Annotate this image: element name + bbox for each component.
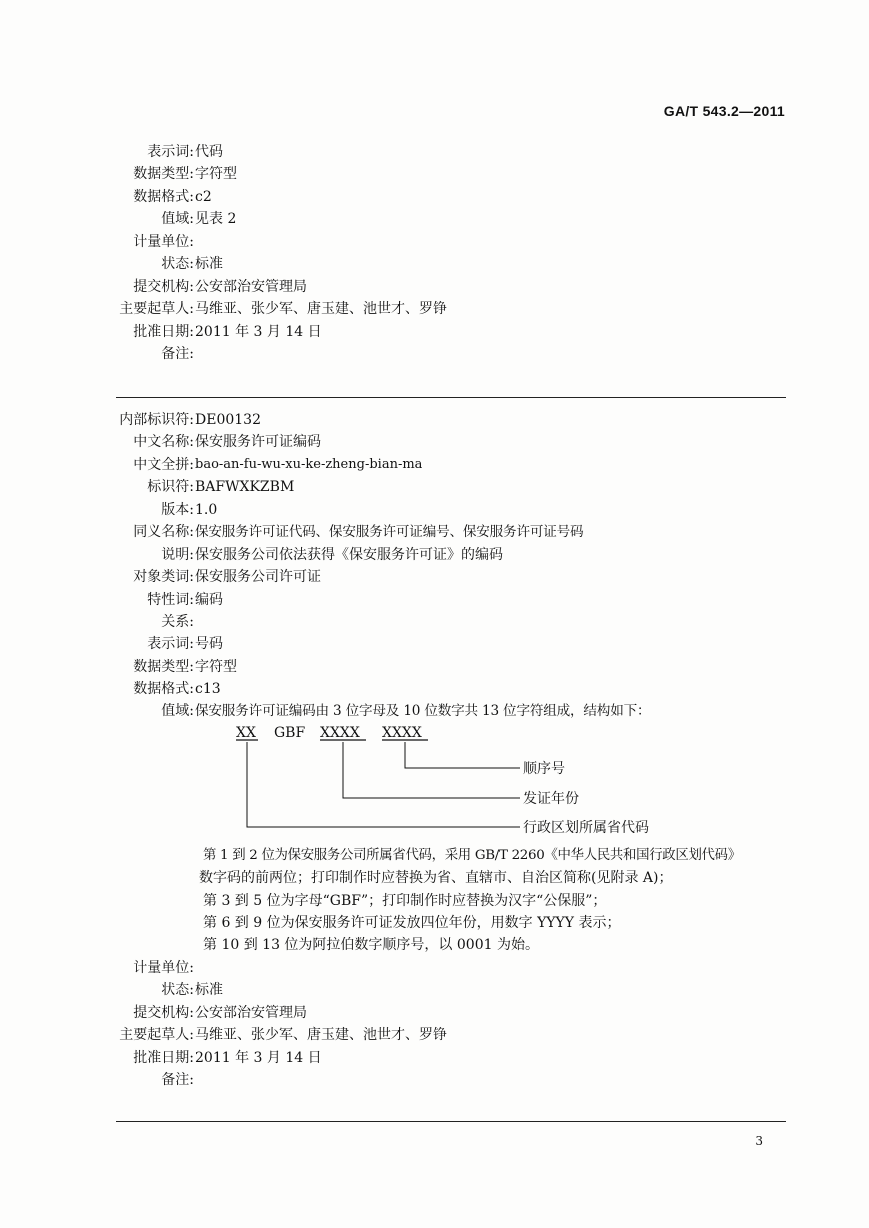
page-number: 3 (755, 1134, 763, 1148)
field-value: 公安部治安管理局 (195, 1005, 307, 1021)
field-label: 提交机构: (133, 279, 194, 295)
field-label: 状态: (161, 256, 194, 272)
field-value: 保安服务许可证编码由 3 位字母及 10 位数字共 13 位字符组成，结构如下： (195, 703, 651, 719)
field-label: 值域: (161, 703, 194, 719)
field-label: 关系: (161, 614, 194, 630)
field-label: 计量单位: (133, 960, 194, 976)
structure-note: 第 10 到 13 位为阿拉伯数字顺序号，以 0001 为始。 (203, 937, 539, 953)
field-value: c13 (195, 681, 221, 697)
field-label: 说明: (161, 547, 194, 563)
segment-year: XXXX (320, 725, 360, 741)
label-sequence: 顺序号 (523, 761, 565, 777)
field-value: 马维亚、张少军、唐玉建、池世才、罗铮 (195, 301, 447, 317)
field-label: 主要起草人: (119, 301, 194, 317)
field-label: 中文名称: (133, 434, 194, 450)
section-divider (116, 397, 786, 398)
field-value: 编码 (195, 592, 223, 608)
structure-note: 第 6 到 9 位为保安服务许可证发放四位年份，用数字 YYYY 表示； (203, 915, 621, 931)
field-label: 内部标识符: (119, 412, 194, 428)
field-label: 备注: (161, 346, 194, 362)
field-label: 数据类型: (133, 659, 194, 675)
field-label: 计量单位: (133, 234, 194, 250)
field-label: 表示词: (147, 144, 194, 160)
field-value: 标准 (195, 982, 223, 998)
field-label: 批准日期: (133, 1050, 194, 1066)
code-structure-diagram (228, 722, 688, 842)
field-label: 数据类型: (133, 166, 194, 182)
field-value: 2011 年 3 月 14 日 (195, 1050, 322, 1066)
field-label: 同义名称: (133, 524, 194, 540)
field-value: 保安服务许可证编码 (195, 434, 321, 450)
field-label: 主要起草人: (119, 1027, 194, 1043)
field-label: 标识符: (147, 479, 194, 495)
label-year: 发证年份 (523, 791, 579, 807)
field-label: 数据格式: (133, 189, 194, 205)
field-value: 1.0 (195, 502, 218, 518)
field-value: 代码 (195, 144, 223, 160)
structure-note: 数字码的前两位；打印制作时应替换为省、直辖市、自治区简称(见附录 A)； (199, 870, 673, 886)
section-divider (116, 1121, 786, 1122)
field-label: 数据格式: (133, 681, 194, 697)
field-label: 备注: (161, 1072, 194, 1088)
connector-year (343, 742, 520, 798)
field-label: 表示词: (147, 636, 194, 652)
field-label: 状态: (161, 982, 194, 998)
field-label: 提交机构: (133, 1005, 194, 1021)
field-label: 值域: (161, 211, 194, 227)
field-value: DE00132 (195, 412, 261, 428)
field-value: 2011 年 3 月 14 日 (195, 324, 322, 340)
field-value: 公安部治安管理局 (195, 279, 307, 295)
field-value: 保安服务公司依法获得《保安服务许可证》的编码 (195, 547, 503, 563)
segment-letters: GBF (274, 725, 306, 741)
field-value: 保安服务公司许可证 (195, 569, 321, 585)
structure-note: 第 1 到 2 位为保安服务公司所属省代码，采用 GB/T 2260《中华人民共和国行政区划代码》 (203, 848, 741, 863)
field-label: 对象类词: (133, 569, 194, 585)
field-label: 批准日期: (133, 324, 194, 340)
field-value: 号码 (195, 636, 223, 652)
field-value: c2 (195, 189, 212, 205)
field-value: BAFWXKZBM (195, 479, 295, 495)
segment-sequence: XXXX (382, 725, 422, 741)
field-value: 字符型 (195, 166, 237, 182)
standard-code: GA/T 543.2—2011 (663, 103, 785, 119)
field-value: 马维亚、张少军、唐玉建、池世才、罗铮 (195, 1027, 447, 1043)
field-label: 版本: (161, 502, 194, 518)
structure-note: 第 3 到 5 位为字母“GBF”；打印制作时应替换为汉字“公保服”； (203, 893, 607, 909)
connector-province (247, 742, 520, 827)
field-value: 标准 (195, 256, 223, 272)
field-value: 见表 2 (195, 211, 237, 227)
field-value: bao-an-fu-wu-xu-ke-zheng-bian-ma (195, 457, 423, 472)
field-value: 字符型 (195, 659, 237, 675)
field-label: 特性词: (147, 592, 194, 608)
connector-sequence (405, 742, 520, 768)
segment-province: XX (236, 725, 256, 741)
label-province: 行政区划所属省代码 (523, 820, 649, 836)
field-label: 中文全拼: (133, 457, 194, 473)
field-value: 保安服务许可证代码、保安服务许可证编号、保安服务许可证号码 (195, 524, 584, 540)
